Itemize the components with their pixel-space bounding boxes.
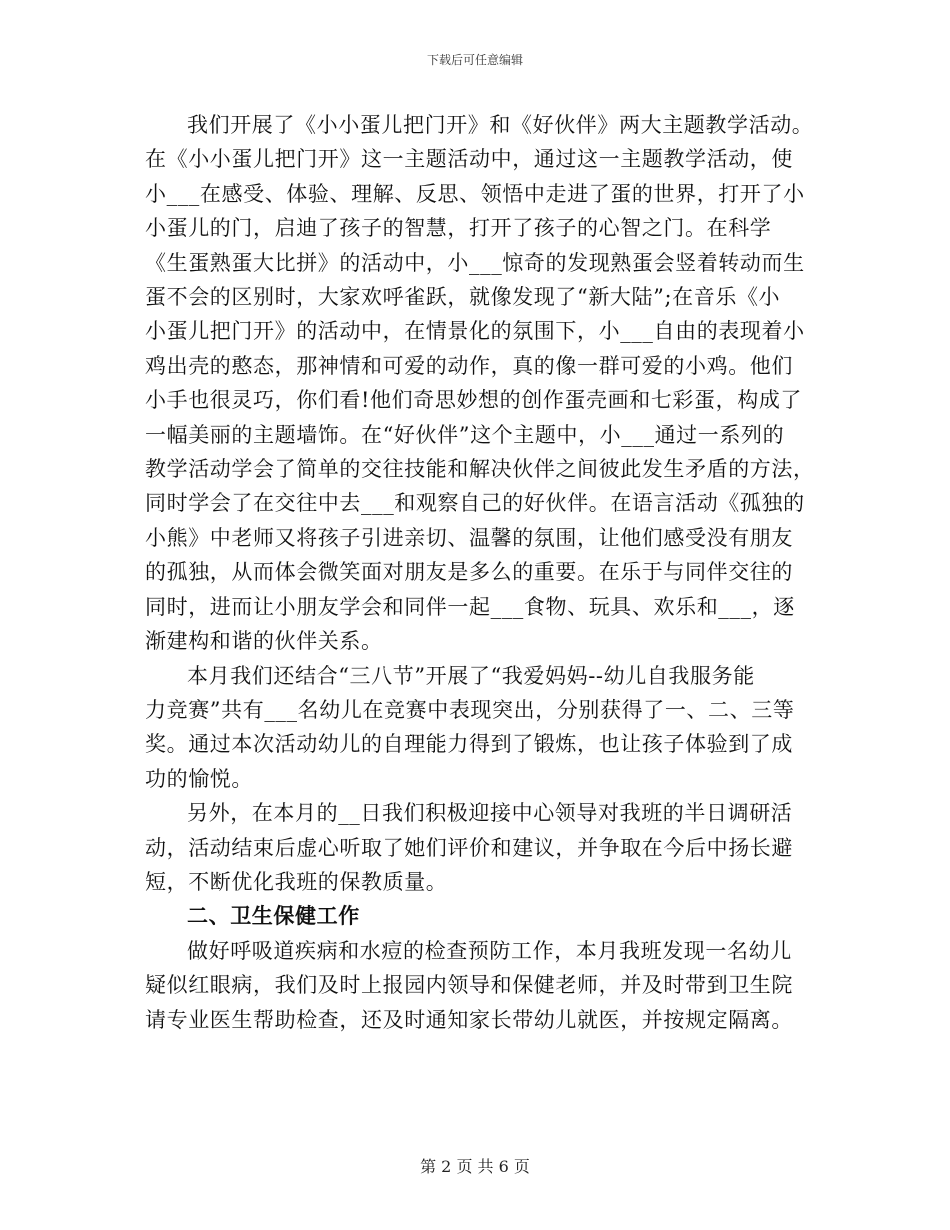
paragraph-group [145, 108, 815, 899]
text-line: 本月我们还结合“三八节”开展了“我爱妈妈--幼儿自我服务能 [187, 663, 755, 688]
text-line: 蛋不会的区别时，大家欢呼雀跃，就像发现了“新大陆”;在音乐《小 [145, 285, 781, 310]
text-line: 同时学会了在交往中去___和观察自己的好伙伴。在语言活动《孤独的 [145, 491, 805, 516]
text-line: 功的愉悦。 [145, 766, 253, 791]
paragraph [145, 108, 815, 659]
text-line: 疑似红眼病，我们及时上报园内领导和保健老师，并及时带到卫生院 [145, 973, 793, 998]
text-line: 小蛋儿把门开》的活动中，在情景化的氛围下，小___自由的表现着小 [145, 319, 805, 344]
text-line: 做好呼吸道疾病和水痘的检查预防工作，本月我班发现一名幼儿 [187, 938, 792, 963]
section-heading: 二、卫生保健工作 [187, 903, 360, 929]
text-line: 《生蛋熟蛋大比拼》的活动中，小___惊奇的发现熟蛋会竖着转动而生 [145, 250, 805, 275]
paragraph [145, 934, 805, 1037]
text-line: 渐建构和谐的伙伴关系。 [145, 629, 383, 654]
text-line: 力竞赛”共有___名幼儿在竞赛中表现突出，分别获得了一、二、三等 [145, 697, 795, 722]
text-line: 奖。通过本次活动幼儿的自理能力得到了锻炼，也让孩子体验到了成 [145, 732, 793, 757]
text-line: 短，不断优化我班的保教质量。 [145, 869, 448, 894]
page-header: 下载后可任意编辑 [426, 53, 523, 67]
document-body [145, 108, 815, 1037]
paragraph [145, 659, 805, 797]
text-line: 小蛋儿的门，启迪了孩子的智慧，打开了孩子的心智之门。在科学 [145, 216, 772, 241]
text-line: 小熊》中老师又将孩子引进亲切、温馨的氛围，让他们感受没有朋友 [145, 525, 793, 550]
text-line: 我们开展了《小小蛋儿把门开》和《好伙伴》两大主题教学活动。 [187, 113, 814, 137]
text-line: 动，活动结束后虚心听取了她们评价和建议，并争取在今后中扬长避 [145, 835, 793, 860]
paragraph-group [145, 934, 805, 1037]
paragraph [145, 796, 805, 899]
text-line: 教学活动学会了简单的交往技能和解决伙伴之间彼此发生矛盾的方法， [145, 457, 815, 482]
page-footer: 第 2 页 共 6 页 [420, 1157, 530, 1176]
text-line: 另外，在本月的__日我们积极迎接中心领导对我班的半日调研活 [187, 801, 793, 826]
text-line: 一幅美丽的主题墙饰。在“好伙伴”这个主题中，小___通过一系列的 [145, 422, 785, 447]
text-line: 的孤独，从而体会微笑面对朋友是多么的重要。在乐于与同伴交往的 [145, 560, 793, 585]
text-line: 小___在感受、体验、理解、反思、领悟中走进了蛋的世界，打开了小 [145, 181, 805, 206]
text-line: 鸡出壳的憨态，那神情和可爱的动作，真的像一群可爱的小鸡。他们 [145, 353, 793, 378]
text-line: 同时，进而让小朋友学会和同伴一起___食物、玩具、欢乐和___，逐 [145, 594, 795, 619]
text-line: 在《小小蛋儿把门开》这一主题活动中，通过这一主题教学活动，使 [145, 147, 793, 172]
text-line: 小手也很灵巧，你们看!他们奇思妙想的创作蛋壳画和七彩蛋，构成了 [145, 388, 803, 413]
text-line: 请专业医生帮助检查，还及时通知家长带幼儿就医，并按规定隔离。 [145, 1007, 793, 1032]
